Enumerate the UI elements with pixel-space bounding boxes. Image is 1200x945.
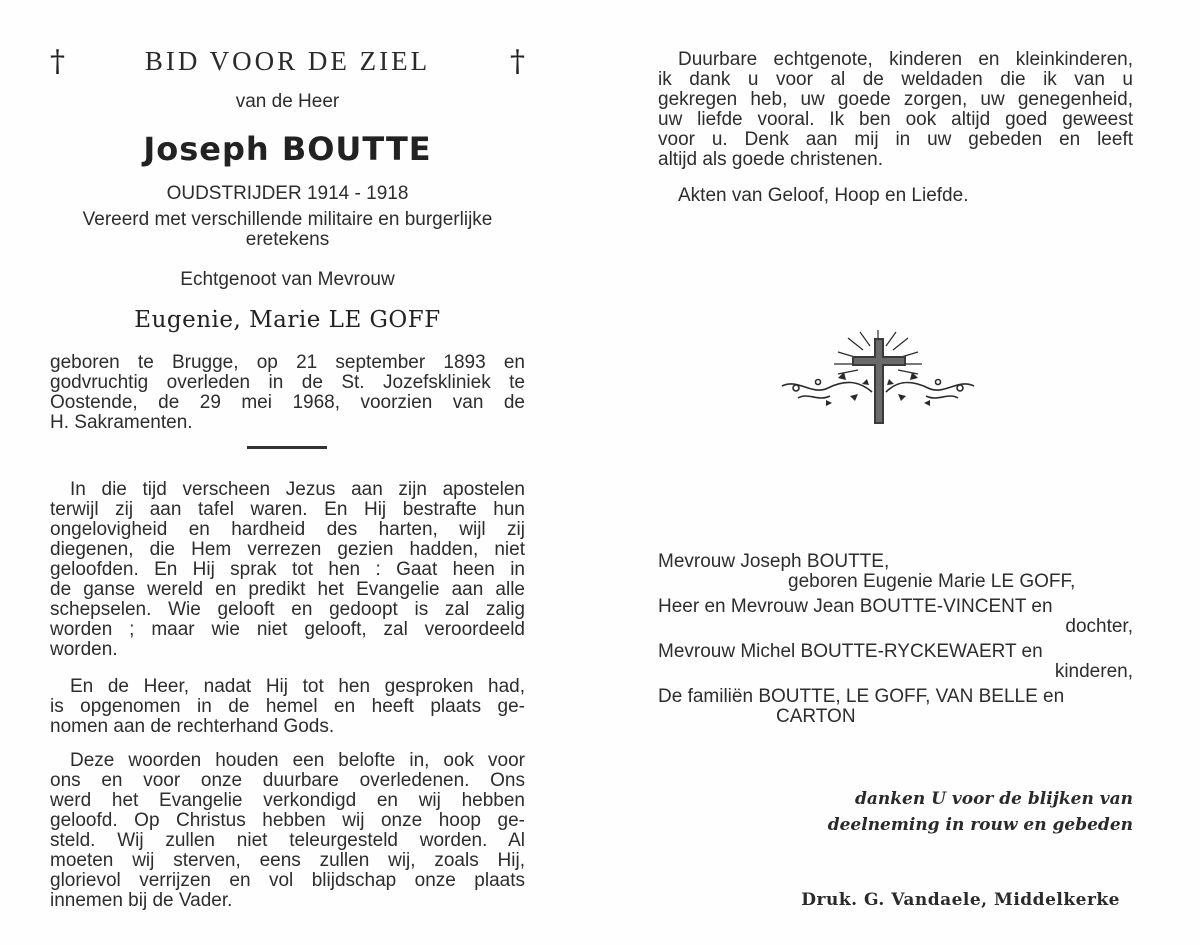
text-line: gekregen heb, uw goede zorgen, uw genegenheid, xyxy=(658,89,1133,110)
cross-icon-right: † xyxy=(510,44,525,79)
text-line: Deze woorden houden een belofte in, ook voor xyxy=(70,750,525,771)
text-line: In die tijd verscheen Jezus aan zijn apostelen xyxy=(70,479,525,500)
text-line: geboren te Brugge, op 21 september 1893 en xyxy=(50,352,525,373)
text-line: worden. xyxy=(50,639,118,660)
text-line: voor u. Denk aan mij in uw gebeden en leeft xyxy=(658,129,1133,150)
honors-text xyxy=(50,210,525,250)
text-line: terwijl zij aan tafel waren. En Hij bestrafte hun xyxy=(50,499,525,520)
gospel-paragraph-2 xyxy=(50,677,525,737)
honors-line: eretekens xyxy=(245,229,330,250)
family-line: Heer en Mevrouw Jean BOUTTE-VINCENT en xyxy=(658,596,1053,617)
thanks-line: deelneming in rouw en gebeden xyxy=(827,815,1133,835)
printer-credit: Druk. G. Vandaele, Middelkerke xyxy=(801,890,1120,910)
text-line: steld. Wij zullen niet teleurgesteld worden. Al xyxy=(50,830,525,851)
text-line: is opgenomen in de hemel en heeft plaats ge- xyxy=(50,696,525,717)
family-line: geboren Eugenie Marie LE GOFF, xyxy=(788,571,1076,592)
text-line: ons en voor onze duurbare overledenen. Ons xyxy=(50,770,525,791)
family-line: Mevrouw Joseph BOUTTE, xyxy=(658,551,890,572)
text-line: geloofden. En Hij sprak tot hen : Gaat heen in xyxy=(50,559,525,580)
spouse-name: Eugenie, Marie LE GOFF xyxy=(134,307,441,333)
gospel-paragraph-1 xyxy=(50,480,525,660)
birth-death-text xyxy=(50,353,525,433)
text-line: geloofd. Op Christus hebben wij onze hoop ge- xyxy=(50,810,525,831)
text-line: Duurbare echtgenote, kinderen en kleinkinderen, xyxy=(678,49,1133,70)
text-line: de ganse wereld en predikt het Evangelie aan alle xyxy=(50,579,525,600)
family-line: kinderen, xyxy=(1054,661,1133,682)
family-line: CARTON xyxy=(776,706,856,727)
family-line: Mevrouw Michel BOUTTE-RYCKEWAERT en xyxy=(658,641,1043,662)
text-line: En de Heer, nadat Hij tot hen gesproken had, xyxy=(70,676,525,697)
family-line: dochter, xyxy=(1065,616,1133,637)
text-line: altijd als goede christenen. xyxy=(658,149,883,170)
text-line: uw liefde vooral. Ik ben ook altijd goed geweest xyxy=(658,109,1133,130)
text-line: schepselen. Wie gelooft en gedoopt is zal zalig xyxy=(50,599,525,620)
heading-row xyxy=(50,44,525,78)
thanks-text xyxy=(658,786,1133,838)
text-line: H. Sakramenten. xyxy=(50,412,193,433)
veteran-title: OUDSTRIJDER 1914 - 1918 xyxy=(166,183,409,204)
farewell-text xyxy=(658,50,1133,170)
text-line: moeten wij sterven, eens zullen wij, zoals Hij, xyxy=(50,850,525,871)
text-line: werd het Evangelie verkondigd en wij hebben xyxy=(50,790,525,811)
deceased-name: Joseph BOUTTE xyxy=(143,130,432,168)
divider-rule xyxy=(247,446,327,449)
cross-icon-left: † xyxy=(50,44,65,79)
text-line: ik dank u voor al de weldaden die ik van u xyxy=(658,69,1133,90)
text-line: godvruchtig overleden in de St. Jozefskliniek te xyxy=(50,372,525,393)
text-line: innemen bij de Vader. xyxy=(50,890,233,911)
family-line: De familiën BOUTTE, LE GOFF, VAN BELLE en xyxy=(658,686,1065,707)
text-line: nomen aan de rechterhand Gods. xyxy=(50,716,335,737)
family-list xyxy=(658,552,1133,727)
spouse-intro: Echtgenoot van Mevrouw xyxy=(180,269,395,290)
text-line: Oostende, de 29 mei 1968, voorzien van de xyxy=(50,392,525,413)
acts-line: Akten van Geloof, Hoop en Liefde. xyxy=(678,185,969,206)
honors-line: Vereerd met verschillende militaire en burgerlijke xyxy=(82,209,493,230)
heading-title: BID VOOR DE ZIEL xyxy=(144,46,431,76)
text-line: ongelovigheid en hardheid des harten, wijl zij xyxy=(50,519,525,540)
text-line: diegenen, die Hem verrezen gezien hadden, niet xyxy=(50,539,525,560)
gospel-paragraph-3 xyxy=(50,751,525,911)
cross-shape xyxy=(852,338,906,424)
thanks-line: danken U voor de blijken van xyxy=(854,789,1133,809)
van-de-heer: van de Heer xyxy=(235,91,340,112)
text-line: glorievol verrijzen en vol blijdschap onze plaats xyxy=(50,870,525,891)
radiant-cross-with-floral-scroll-icon xyxy=(778,326,978,426)
text-line: worden ; maar wie niet gelooft, zal veroordeeld xyxy=(50,619,525,640)
